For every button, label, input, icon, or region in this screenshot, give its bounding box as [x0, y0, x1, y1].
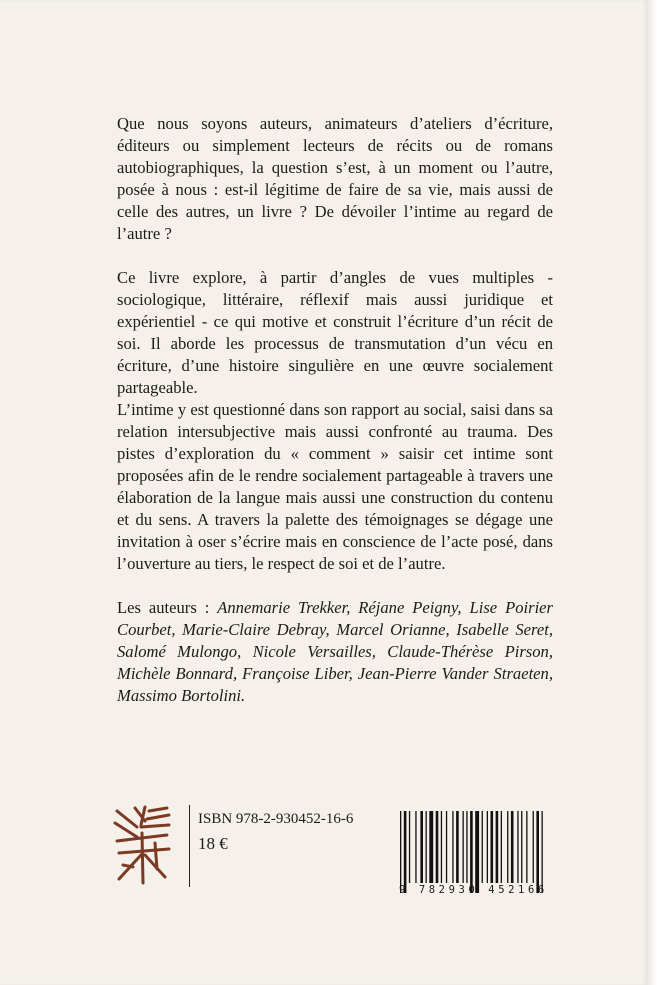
barcode-bar: [463, 811, 464, 883]
barcode-bar: [533, 811, 534, 883]
barcode-bar: [466, 811, 467, 883]
blurb-paragraph-2: Ce livre explore, à partir d’angles de vues multiples - sociologique, littéraire, réflexif mais aussi juridique et expérientiel - ce qui motive et construit l’écriture d’un récit de soi. Il aborde les processus de transmutation d’un vécu en écriture, d’une histoire singulière en une œuvre socialement partageable.: [117, 268, 553, 397]
barcode-bar: [400, 811, 401, 893]
barcode-bar: [475, 811, 479, 893]
barcode-bar: [507, 811, 508, 883]
barcode-bar: [429, 811, 433, 883]
barcode-bar: [496, 811, 499, 883]
blurb-text: [117, 113, 553, 707]
barcode-bar: [436, 811, 439, 883]
barcode-bar: [521, 811, 522, 883]
barcode-bar: [452, 811, 453, 883]
barcode-bar: [404, 811, 407, 893]
barcode-bar: [441, 811, 442, 883]
isbn-number: ISBN 978-2-930452-16-6: [198, 811, 354, 827]
barcode-bar: [491, 811, 494, 883]
authors-names: Annemarie Trekker, Réjane Peigny, Lise Poirier Courbet, Marie-Claire Debray, Marcel Orianne, Isabelle Seret, Salomé Mulongo, Nicole Versailles, Claude-Thérèse Pirson, Michèle Bonnard, Françoise Liber, Jean-Pierre Vander Straeten, Massimo Bortolini.: [117, 598, 553, 705]
barcode-bar: [446, 811, 447, 883]
page-edge: [647, 0, 657, 985]
barcode-bar: [536, 811, 539, 893]
authors-paragraph: [117, 597, 553, 707]
barcode-bar: [517, 811, 518, 883]
barcode-bar: [542, 811, 543, 893]
barcode-bar: [511, 811, 514, 883]
price: 18 €: [198, 834, 228, 853]
barcode-digits: 9 782930 452166: [399, 884, 548, 896]
barcode-bar: [415, 811, 416, 883]
barcode-bar: [526, 811, 527, 883]
barcode-bar: [426, 811, 427, 883]
barcode-bar: [501, 811, 502, 883]
barcode-bar: [470, 811, 473, 893]
barcode-bar: [482, 811, 483, 883]
blurb-paragraph-3: L’intime y est questionné dans son rapport au social, saisi dans sa relation intersubjective mais aussi confronté au trauma. Des pistes d’exploration du « comment » saisir cet intime sont proposées afin de le rendre socialement partageable à travers une élaboration de la langue mais aussi une construction du contenu et du sens. A travers la palette des témoignages se dégage une invitation à oser s’écrire mais en conscience de l’acte posé, dans l’ouverture au tiers, le respect de soi et de l’autre.: [117, 400, 553, 573]
publisher-logo: [111, 805, 173, 887]
separator-line: [189, 805, 190, 887]
barcode-bar: [409, 811, 410, 883]
barcode-bar: [420, 811, 423, 883]
authors-label: Les auteurs :: [117, 598, 218, 617]
barcode-bar: [456, 811, 459, 883]
barcode-bar: [487, 811, 488, 883]
blurb-paragraph-1: Que nous soyons auteurs, animateurs d’ateliers d’écriture, éditeurs ou simplement lecteurs de récits ou de romans autobiographiques, la question s’est, à un moment ou l’autre, posée à nous : est-il légitime de faire de sa vie, mais aussi de celle des autres, un livre ? De dévoiler l’intime au regard de l’autre ?: [117, 114, 553, 243]
